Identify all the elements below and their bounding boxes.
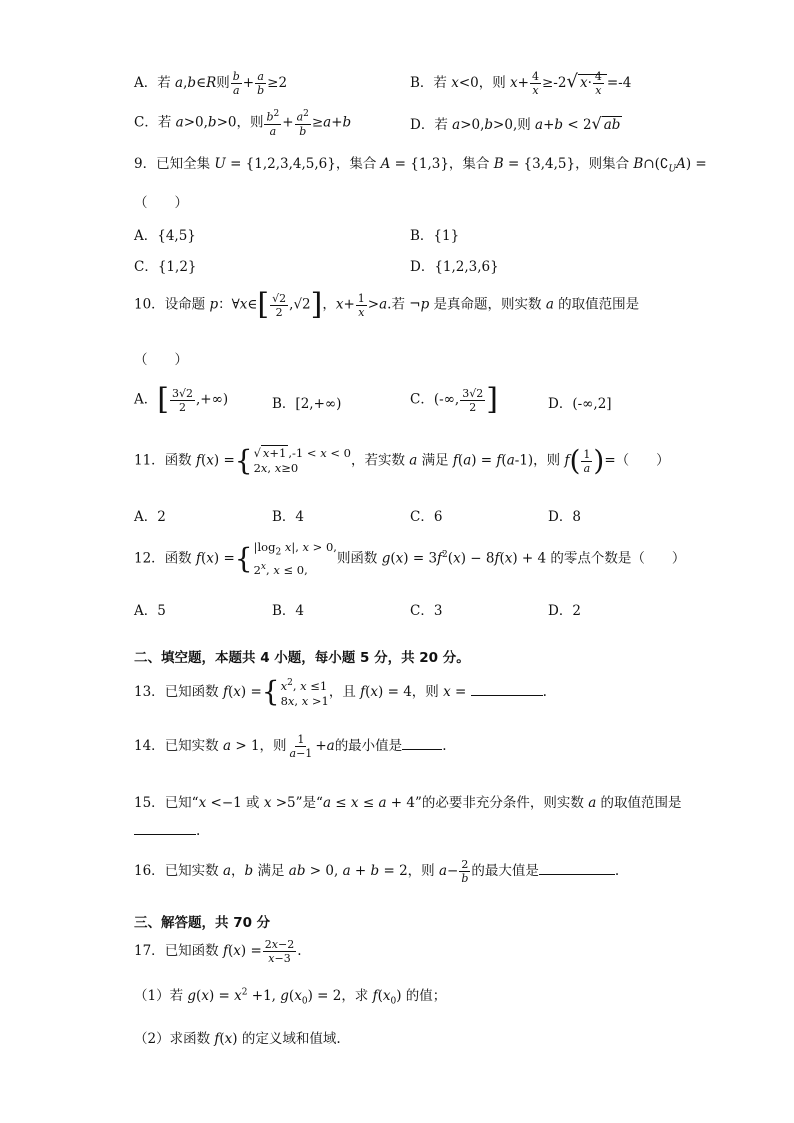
q11-stem: 11．函数 f(x) = { √ x+1 ,-1 < x < 0 2x, x≥0 ，若实数 a 满足 f(a) = f(a-1)，则 f( $\frac{1}{a}$ )=（ ） bbox=[134, 444, 670, 477]
q17-part2: （2）求函数 f(x) 的定义域和值域. bbox=[134, 1031, 341, 1047]
q11-option-c: C．6 bbox=[410, 509, 443, 525]
q11-option-a: A．2 bbox=[134, 509, 166, 525]
q8-option-a: A．若 a,b∈R则 $\frac{b}{a}$ + $\frac{a}{b}$ ≥2 bbox=[134, 70, 288, 97]
question-number: 16． bbox=[134, 863, 165, 879]
q17-stem: 17．已知函数 f(x) = $\frac{2x-2}{x-3}$ . bbox=[134, 938, 302, 965]
q12-option-b: B．4 bbox=[272, 603, 305, 619]
q9-paren: （ ） bbox=[134, 195, 188, 211]
section-heading-fill-in: 二、填空题，本题共 4 小题，每小题 5 分，共 20 分。 bbox=[134, 650, 470, 666]
q12-option-a: A．5 bbox=[134, 603, 166, 619]
q9-stem: 9．已知全集 U = {1,2,3,4,5,6}，集合 A = {1,3}，集合 B = {3,4,5}，则集合 $B\cap(∁_UA)$ = bbox=[134, 156, 707, 175]
q9-option-b: B．{1} bbox=[410, 228, 460, 244]
q13-stem: 13．已知函数 f(x) = { $x^2$, x ≤1 8x, x >1 ，且 f(x) = 4，则 x = . bbox=[134, 675, 547, 709]
q12-option-c: C．3 bbox=[410, 603, 443, 619]
option-label: C． bbox=[134, 114, 158, 131]
q15-stem: 15．已知“x <−1 或 x >5”是“a ≤ x ≤ a + 4”的必要非充分条件，则实数 a 的取值范围是 bbox=[134, 795, 682, 811]
q10-option-c: C．(-∞, $\frac{3√2}{2}$ ] bbox=[410, 382, 498, 417]
q12-option-d: D．2 bbox=[548, 603, 581, 619]
question-number: 11． bbox=[134, 452, 165, 469]
q10-option-d: D．(-∞,2] bbox=[548, 396, 612, 412]
q10-option-b: B．[2,+∞) bbox=[272, 396, 342, 412]
option-label: A． bbox=[134, 75, 158, 91]
q11-option-b: B．4 bbox=[272, 509, 305, 525]
question-number: 13． bbox=[134, 683, 165, 700]
question-number: 17． bbox=[134, 943, 165, 959]
q12-stem: 12．函数 f(x) = { $|\log_2$ x|, x > 0, 2$^x$, x ≤ 0, 则函数 $g(x) = 3f^2(x) - 8f(x) + 4$ 的零点个数是（ ） bbox=[134, 540, 686, 578]
q9-option-c: C．{1,2} bbox=[134, 259, 197, 275]
q8-option-d: D．若 a>0,b>0,则 a+b < 2√ ab bbox=[410, 114, 621, 133]
q14-stem: 14．已知实数 a > 1，则 $\frac{1}{a-1}$ +a的最小值是 . bbox=[134, 733, 447, 760]
q9-option-a: A．{4,5} bbox=[134, 228, 196, 244]
option-label: D． bbox=[410, 117, 435, 133]
question-number: 10． bbox=[134, 296, 165, 313]
section-heading-answer: 三、解答题，共 70 分 bbox=[134, 915, 271, 931]
q17-part1: （1）若 $g(x) = x^2 +1$, $g(x_0) = 2$，求 $f(x_0)$ 的值； bbox=[134, 987, 447, 1007]
question-number: 14． bbox=[134, 738, 165, 754]
q8-option-b: B．若 x<0，则 x+ $\frac{4}{x}$ ≥-2√ x· $\frac{4}{x}$ =-4 bbox=[410, 70, 632, 97]
option-label: B． bbox=[410, 75, 434, 91]
q9-option-d: D．{1,2,3,6} bbox=[410, 259, 499, 275]
question-number: 12． bbox=[134, 550, 165, 567]
q8-option-c: C．若 a>0,b>0，则 $\frac{b^2}{a}$ + $\frac{a^2}{b}$ ≥a+b bbox=[134, 109, 352, 138]
q10-stem: 10．设命题 p：∀x∈[ $\frac{√2}{2}$ ,√2]，x+ $\frac{1}{x}$ >a.若 ¬p 是真命题，则实数 a 的取值范围是 bbox=[134, 287, 640, 322]
question-number: 9． bbox=[134, 156, 157, 172]
q10-paren: （ ） bbox=[134, 352, 188, 368]
q11-option-d: D．8 bbox=[548, 509, 581, 525]
q16-stem: 16．已知实数 a，b 满足 ab > 0, a + b = 2，则 a− $\frac{2}{b}$ 的最大值是 . bbox=[134, 858, 620, 885]
question-number: 15． bbox=[134, 795, 165, 811]
q15-blank: . bbox=[134, 823, 200, 839]
q10-option-a: A．[ $\frac{3√2}{2}$ ,+∞) bbox=[134, 382, 229, 417]
